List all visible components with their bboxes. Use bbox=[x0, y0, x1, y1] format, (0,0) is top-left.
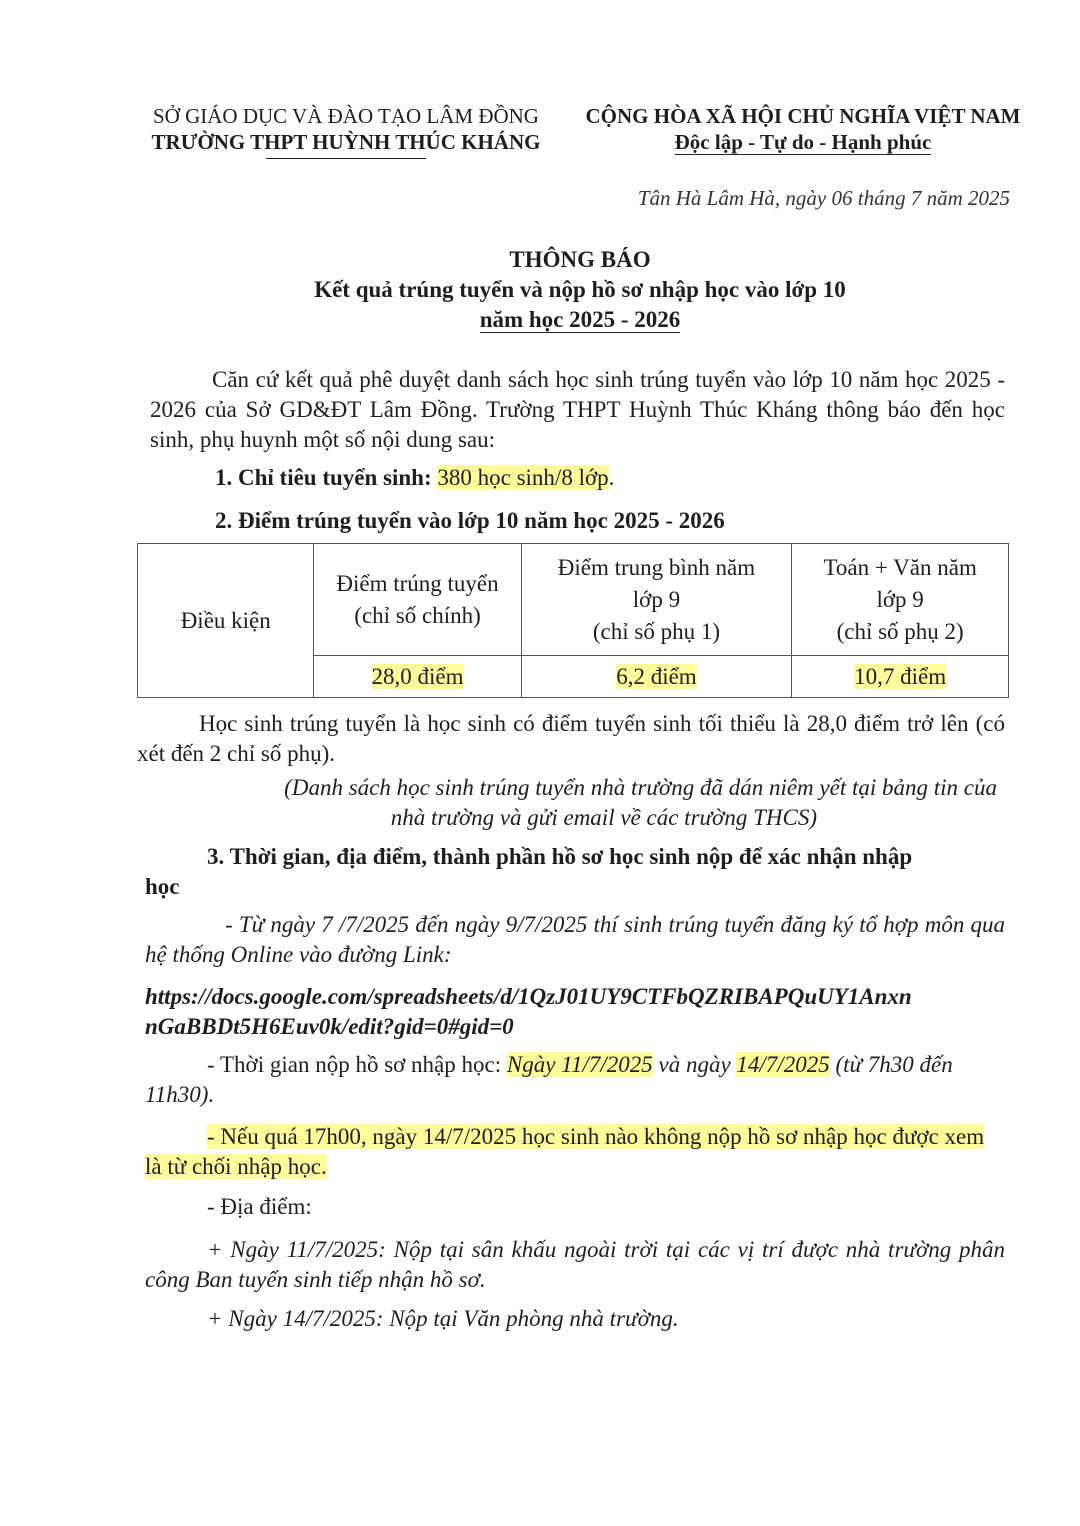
col3-header-line3: (chỉ số phụ 2) bbox=[836, 618, 964, 644]
section-1-suffix: . bbox=[608, 465, 615, 490]
col2-header-cell bbox=[521, 544, 792, 656]
deadline-paragraph bbox=[145, 1122, 1005, 1182]
national-title: CỘNG HÒA XÃ HỘI CHỦ NGHĨA VIỆT NAM bbox=[585, 104, 1021, 128]
time-mid: và ngày bbox=[652, 1052, 737, 1077]
col2-header-line1: Điểm trung bình năm bbox=[557, 554, 756, 580]
time-prefix: - Thời gian nộp hồ sơ nhập học: bbox=[207, 1052, 507, 1077]
val2-text: 6,2 điểm bbox=[616, 663, 697, 689]
section-3-heading bbox=[145, 842, 1005, 902]
national-header bbox=[566, 103, 1040, 155]
result-table bbox=[137, 543, 1009, 698]
col1-header-line1: Điểm trúng tuyển bbox=[336, 570, 499, 596]
location-2: + Ngày 14/7/2025: Nộp tại Văn phòng nhà trường. bbox=[207, 1306, 679, 1331]
department-name: SỞ GIÁO DỤC VÀ ĐÀO TẠO LÂM ĐỒNG bbox=[153, 104, 539, 128]
title-main: THÔNG BÁO bbox=[509, 247, 651, 272]
intro-paragraph: Căn cứ kết quả phê duyệt danh sách học sinh trúng tuyển vào lớp 10 năm học 2025 - 2026 của Sở GD&ĐT Lâm Đồng. Trường THPT Huỳnh Thúc Kháng thông báo đến học sinh, phụ huynh một số nội dung sau: bbox=[150, 367, 1005, 452]
location-1: + Ngày 11/7/2025: Nộp tại sân khấu ngoài trời tại các vị trí được nhà trường phân công Ban tuyển sinh tiếp nhận hồ sơ. bbox=[145, 1237, 1005, 1292]
note-line2: nhà trường và gửi email về các trường THCS) bbox=[390, 805, 817, 830]
title-sub2: năm học 2025 - 2026 bbox=[479, 307, 681, 332]
col3-header-line2: lớp 9 bbox=[876, 586, 924, 612]
registration-link[interactable] bbox=[145, 982, 1025, 1042]
time-suffix: (từ 7h30 đến 11h30). bbox=[145, 1052, 953, 1107]
section-1 bbox=[215, 463, 614, 493]
note-line1: (Danh sách học sinh trúng tuyển nhà trường đã dán niêm yết tại bảng tin của bbox=[284, 775, 997, 800]
title-block bbox=[0, 245, 1080, 335]
col3-header-line1: Toán + Văn năm bbox=[823, 554, 977, 580]
header-left-rule bbox=[266, 158, 426, 159]
col1-header-line2: (chỉ số chính) bbox=[354, 602, 481, 628]
col2-header-line2: lớp 9 bbox=[632, 586, 681, 612]
section-3-heading-line1: 3. Thời gian, địa điểm, thành phần hồ sơ học sinh nộp để xác nhận nhập bbox=[207, 844, 913, 869]
time-date1: Ngày 11/7/2025 bbox=[506, 1052, 653, 1077]
val1-text: 28,0 điểm bbox=[371, 663, 464, 689]
location-label: - Địa điểm: bbox=[207, 1194, 312, 1219]
val2-cell bbox=[521, 656, 792, 698]
section-1-value: 380 học sinh/8 lớp bbox=[437, 465, 609, 490]
national-motto: Độc lập - Tự do - Hạnh phúc bbox=[674, 130, 932, 154]
school-name: TRƯỜNG THPT HUỲNH THÚC KHÁNG bbox=[151, 130, 541, 154]
row-header-text: Điều kiện bbox=[180, 607, 271, 633]
link-line2[interactable]: nGaBBDt5H6Euv0k/edit?gid=0#gid=0 bbox=[145, 1014, 514, 1039]
deadline-text: - Nếu quá 17h00, ngày 14/7/2025 học sinh nào không nộp hồ sơ nhập học được xem là từ chối nhập học. bbox=[145, 1124, 985, 1179]
section-1-label: 1. Chỉ tiêu tuyển sinh: bbox=[215, 465, 432, 490]
val3-cell bbox=[792, 656, 1009, 698]
section-2-heading: 2. Điểm trúng tuyển vào lớp 10 năm học 2025 - 2026 bbox=[215, 508, 725, 533]
val1-cell bbox=[314, 656, 521, 698]
val3-text: 10,7 điểm bbox=[854, 663, 947, 689]
time-date2: 14/7/2025 bbox=[736, 1052, 830, 1077]
col2-header-line3: (chỉ số phụ 1) bbox=[592, 618, 720, 644]
title-sub1: Kết quả trúng tuyển và nộp hồ sơ nhập học vào lớp 10 bbox=[314, 277, 846, 302]
note-block bbox=[137, 773, 997, 833]
col1-header-cell bbox=[314, 544, 521, 656]
date-line: Tân Hà Lâm Hà, ngày 06 tháng 7 năm 2025 bbox=[637, 186, 1010, 210]
table-row bbox=[138, 544, 1009, 656]
col3-header-cell bbox=[792, 544, 1009, 656]
link-line1[interactable]: https://docs.google.com/spreadsheets/d/1QzJ01UY9CTFbQZRIBAPQuUY1Anxn bbox=[145, 984, 912, 1009]
section-3-heading-line2: học bbox=[145, 874, 180, 899]
row-header-cell bbox=[138, 544, 314, 698]
submission-time bbox=[145, 1050, 1005, 1110]
agency-header bbox=[126, 103, 566, 159]
after-table-paragraph: Học sinh trúng tuyển là học sinh có điểm tuyển sinh tối thiểu là 28,0 điểm trở lên (có xét đến 2 chỉ số phụ). bbox=[137, 711, 1005, 766]
registration-paragraph: - Từ ngày 7 /7/2025 đến ngày 9/7/2025 thí sinh trúng tuyển đăng ký tổ hợp môn qua hệ thống Online vào đường Link: bbox=[145, 912, 1005, 967]
